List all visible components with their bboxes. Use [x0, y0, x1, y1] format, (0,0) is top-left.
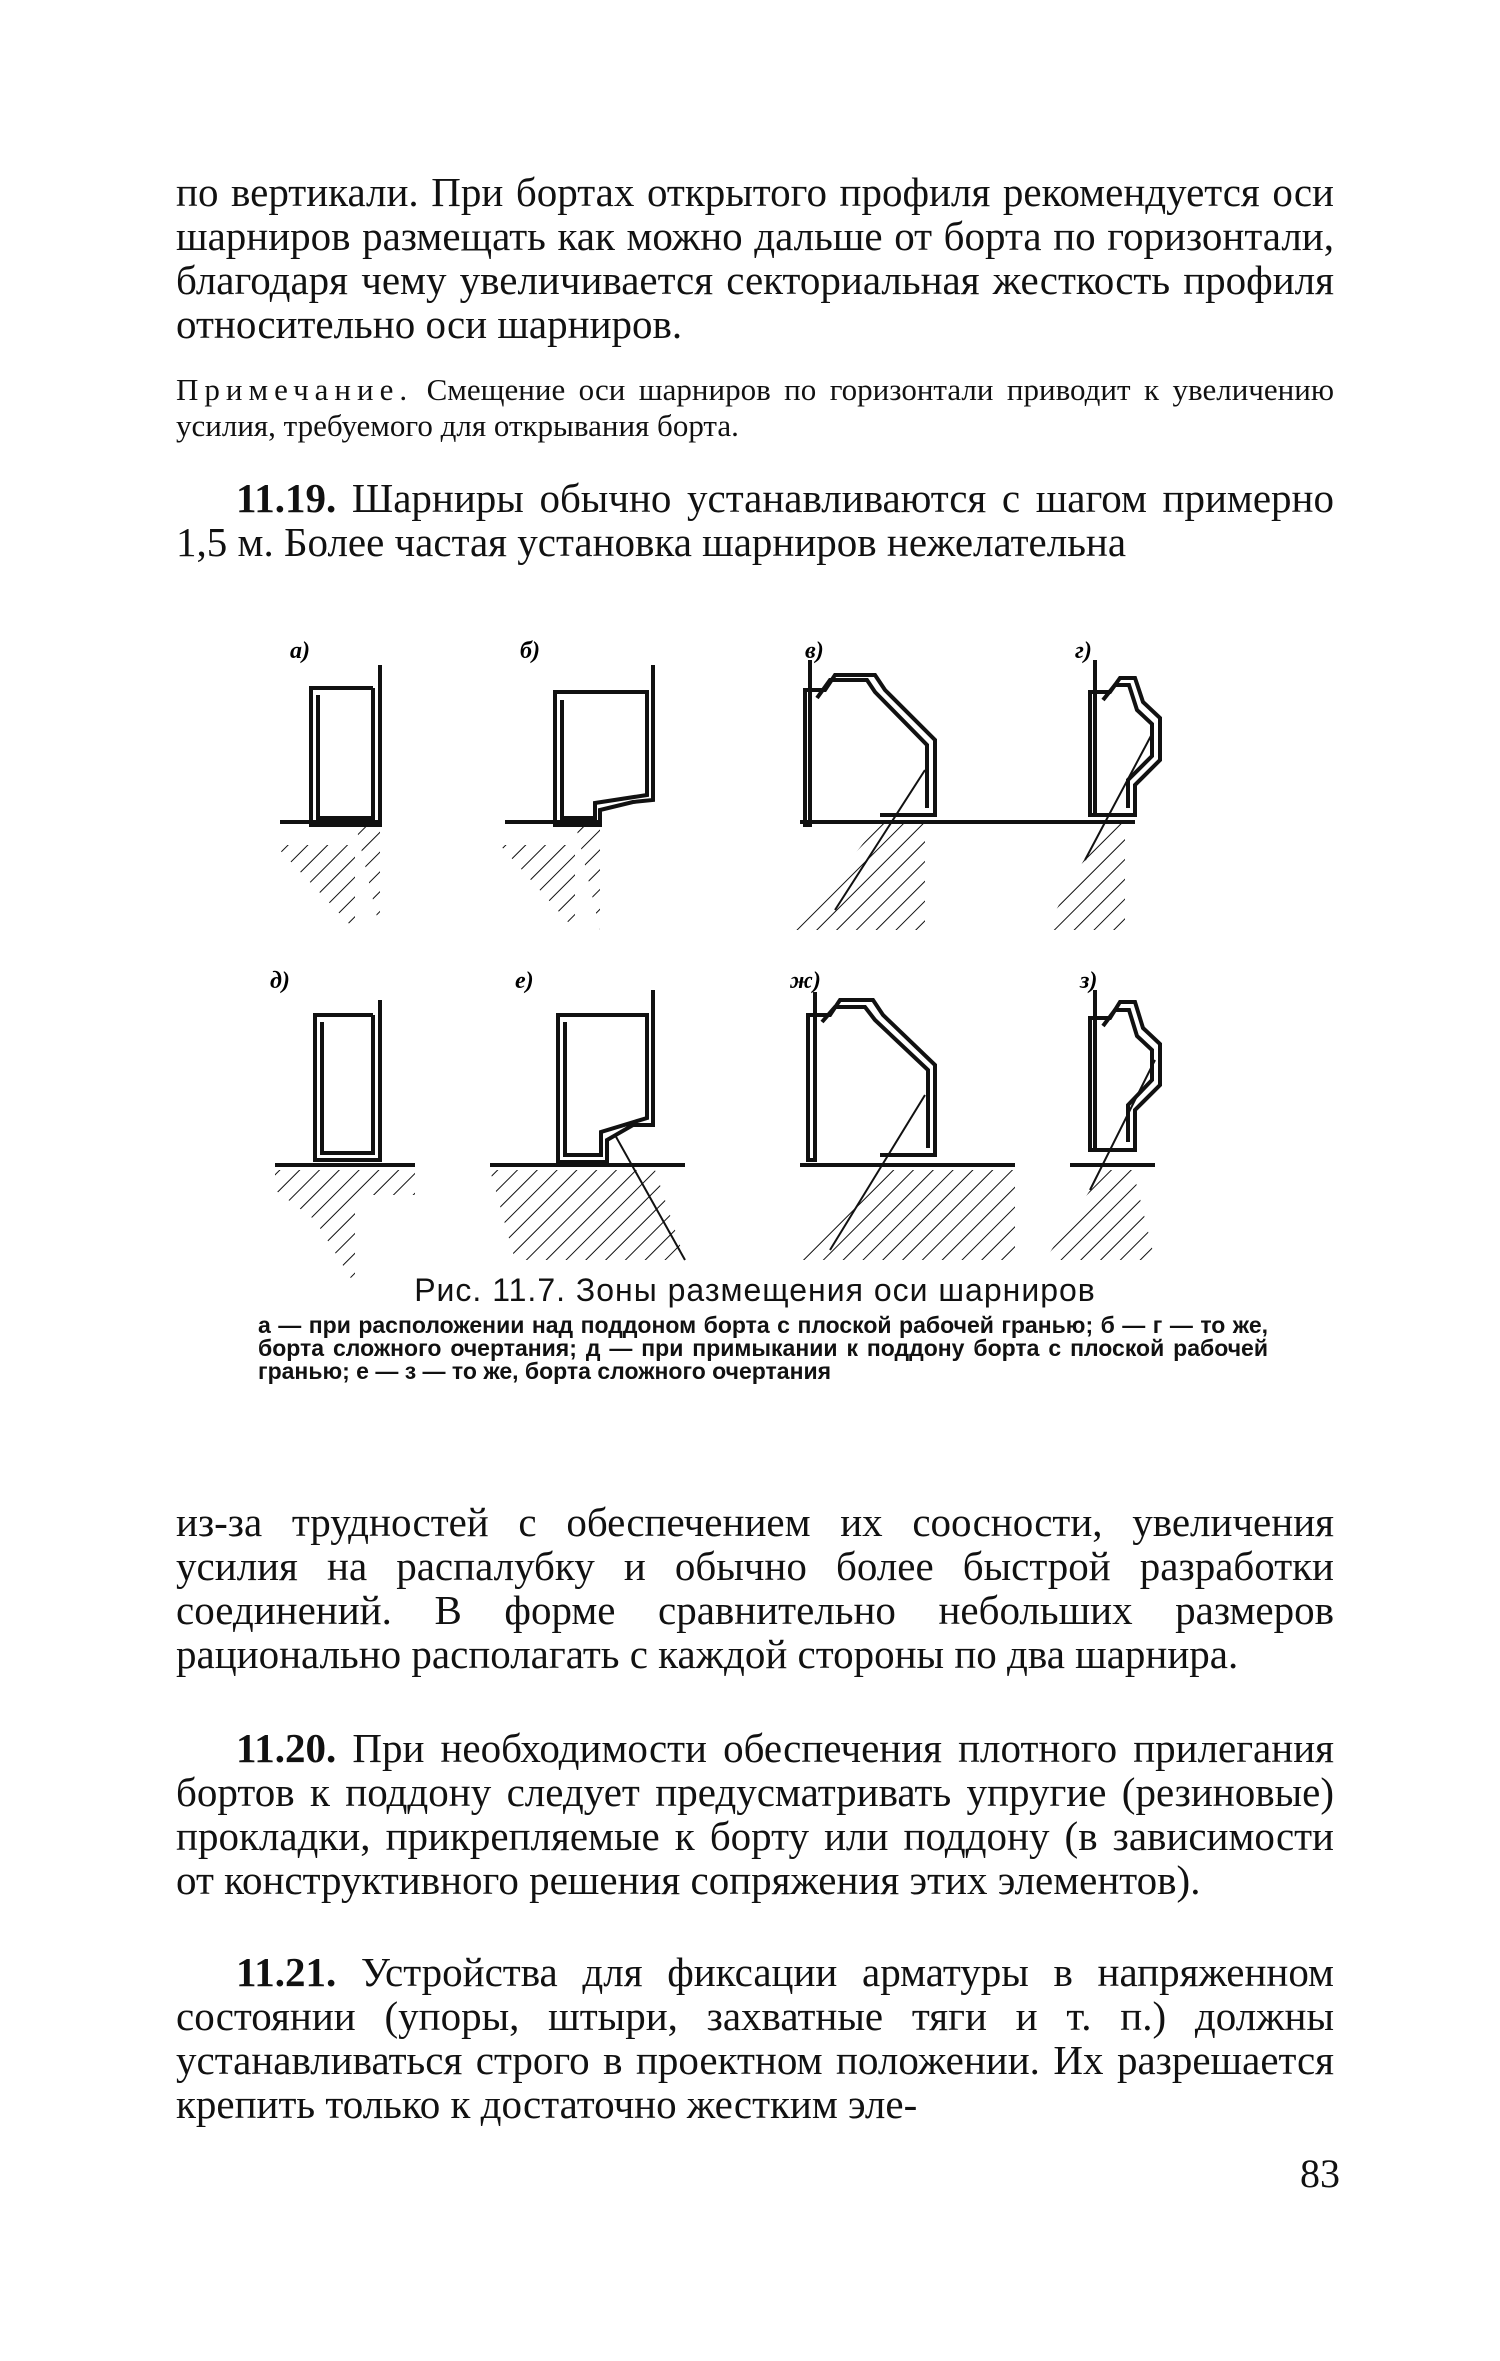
diagram-e [490, 990, 685, 1260]
diagram-a [275, 665, 380, 930]
note-text: Смещение оси шарниров по горизонтали приводит к увеличению усилия, требуемого для открывания борта. [176, 372, 1334, 443]
paragraph-text: по вертикали. При бортах открытого профиля рекомендуется оси шарниров размещать как можно дальше от борта по горизонтали, благодаря чему увеличивается секториальная жесткость профиля относительно оси шарниров. [176, 169, 1334, 347]
figure-label-v: в) [805, 638, 824, 664]
figure-caption-title: Рис. 11.7. Зоны размещения оси шарниров [414, 1272, 1096, 1308]
paragraph-text: Шарниры обычно устанавливаются с шагом примерно 1,5 м. Более частая установка шарниров нежелательна [176, 475, 1334, 565]
figure-label-a: а) [290, 638, 310, 664]
note-label: Примечание. [176, 372, 414, 407]
diagram-g [1045, 660, 1160, 930]
paragraph-continuation-2 [176, 1500, 1334, 1676]
page-number: 83 [1300, 2151, 1340, 2196]
diagram-z [1045, 990, 1160, 1260]
paragraph-11-19 [176, 476, 1334, 564]
figure-caption-body: а — при расположении над поддоном борта с плоской рабочей гранью; б — г — то же, борта сложного очертания; д — при примыкании к поддону борта с плоской рабочей гранью; е — з — то же, борта сложного очертания [258, 1312, 1268, 1384]
figure-label-z: з) [1080, 968, 1098, 994]
figure-label-zh: ж) [790, 968, 821, 994]
section-number: 11.19. [236, 475, 337, 521]
diagram-v [795, 660, 1075, 930]
diagram-d [275, 1000, 415, 1280]
diagram-zh [800, 992, 1015, 1260]
paragraph-11-21 [176, 1950, 1334, 2126]
figure-hinge-zones [255, 620, 1255, 1280]
paragraph-11-20 [176, 1726, 1334, 1902]
note-paragraph [176, 372, 1334, 444]
figure-label-e: е) [515, 968, 534, 994]
paragraph-text: Устройства для фиксации арматуры в напряженном состоянии (упоры, штыри, захватные тяги и т. п.) должны устанавливаться строго в проектном положении. Их разрешается крепить только к достаточно жестким эле- [176, 1949, 1334, 2127]
figure-label-g: г) [1075, 638, 1092, 664]
section-number: 11.21. [236, 1949, 337, 1995]
diagram-b [500, 665, 653, 930]
figure-label-d: д) [270, 968, 290, 994]
section-number: 11.20. [236, 1725, 337, 1771]
figure-label-b: б) [520, 638, 540, 664]
paragraph-continuation [176, 170, 1334, 346]
paragraph-text: из-за трудностей с обеспечением их соосности, увеличения усилия на распалубку и обычно более быстрой разработки соединений. В форме сравнительно небольших размеров рационально располагать с каждой стороны по два шарнира. [176, 1499, 1334, 1677]
paragraph-text: При необходимости обеспечения плотного прилегания бортов к поддону следует предусматривать упругие (резиновые) прокладки, прикрепляемые к борту или поддону (в зависимости от конструктивного решения сопряжения этих элементов). [176, 1725, 1334, 1903]
